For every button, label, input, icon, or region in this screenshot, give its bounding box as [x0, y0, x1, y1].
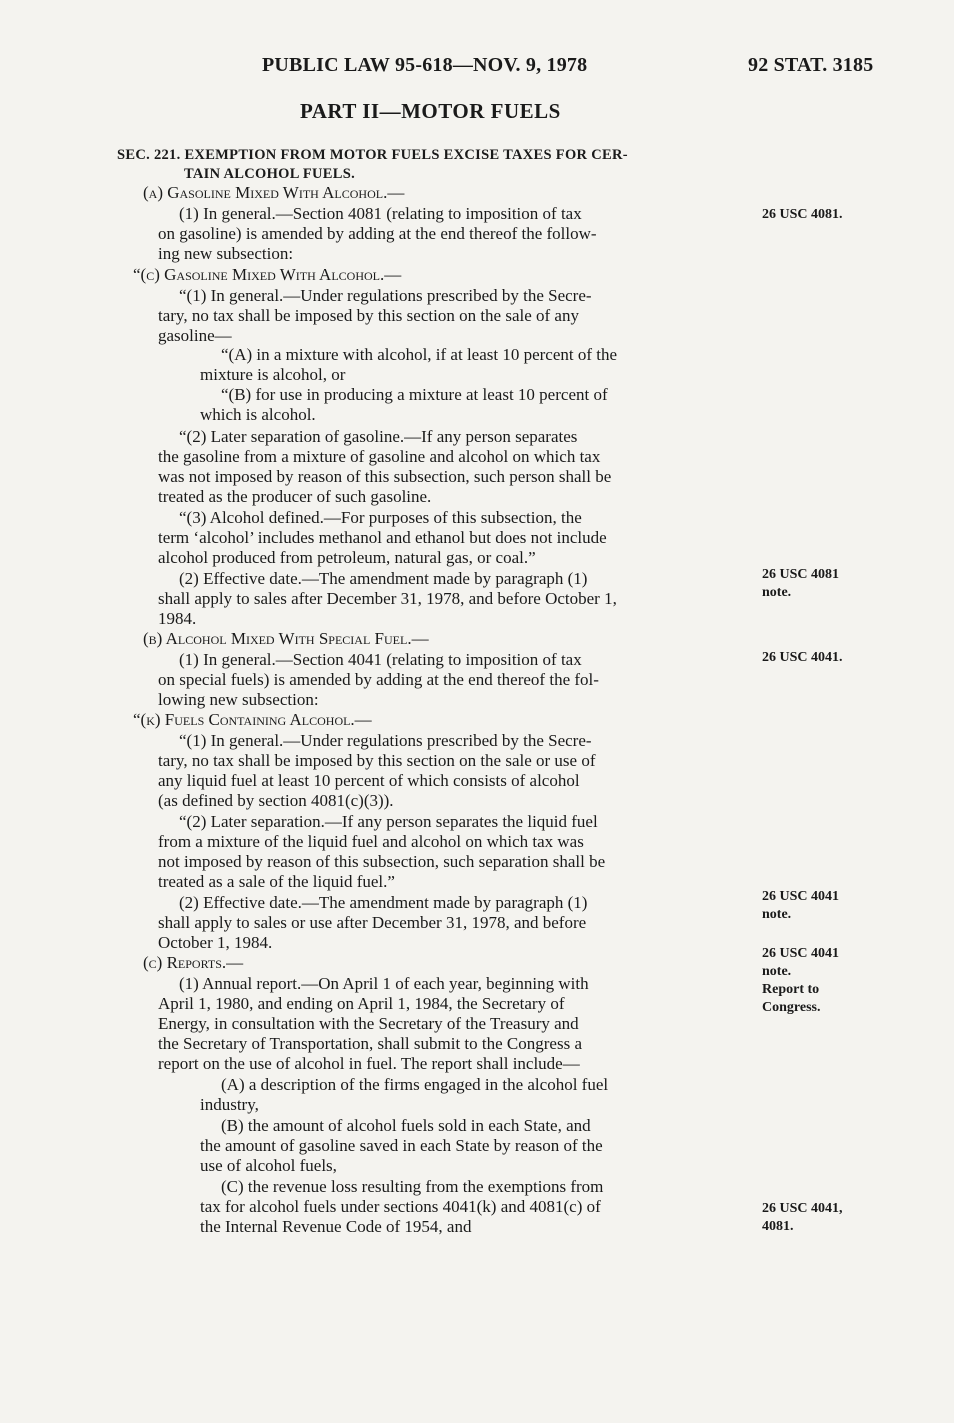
margin-citation: note.: [762, 907, 792, 922]
text-line: “(1) In general.—Under regulations prescribed by the Secre-: [179, 286, 592, 305]
text-line: (2) Effective date.—The amendment made by paragraph (1): [179, 569, 588, 588]
margin-citation: 26 USC 4041: [762, 946, 840, 961]
text-line: gasoline—: [158, 326, 232, 345]
text-line: tary, no tax shall be imposed by this section on the sale of any: [158, 306, 579, 325]
section-heading-cont: TAIN ALCOHOL FUELS.: [184, 166, 356, 182]
text-line: (A) a description of the firms engaged in the alcohol fuel: [221, 1075, 609, 1094]
text-line: “(c) Gasoline Mixed With Alcohol.—: [133, 265, 402, 284]
text-line: the Internal Revenue Code of 1954, and: [200, 1217, 472, 1236]
text-line: “(1) In general.—Under regulations prescribed by the Secre-: [179, 731, 592, 750]
margin-citation: 26 USC 4081: [762, 567, 840, 582]
text-line: (as defined by section 4081(c)(3)).: [158, 791, 394, 810]
text-line: term ‘alcohol’ includes methanol and ethanol but does not include: [158, 528, 607, 547]
page-number: 92 STAT. 3185: [748, 54, 874, 76]
text-line: from a mixture of the liquid fuel and alcohol on which tax was: [158, 832, 584, 851]
text-line: “(B) for use in producing a mixture at least 10 percent of: [221, 385, 608, 404]
margin-citation: 26 USC 4041.: [762, 650, 843, 665]
margin-note: Congress.: [762, 1000, 821, 1015]
text-line: (B) the amount of alcohol fuels sold in each State, and: [221, 1116, 591, 1135]
margin-citation: 26 USC 4041: [762, 889, 840, 904]
text-line: use of alcohol fuels,: [200, 1156, 337, 1175]
section-heading: SEC. 221. EXEMPTION FROM MOTOR FUELS EXCISE TAXES FOR CER-: [117, 147, 628, 163]
text-line: any liquid fuel at least 10 percent of which consists of alcohol: [158, 771, 580, 790]
text-line: ing new subsection:: [158, 244, 294, 263]
text-line: tary, no tax shall be imposed by this section on the sale or use of: [158, 751, 596, 770]
text-line: (c) Reports.—: [143, 953, 244, 972]
text-line: was not imposed by reason of this subsection, such person shall be: [158, 467, 612, 486]
text-line: (1) In general.—Section 4081 (relating to imposition of tax: [179, 204, 582, 223]
margin-citation: 4081.: [762, 1219, 794, 1234]
text-line: tax for alcohol fuels under sections 4041(k) and 4081(c) of: [200, 1197, 601, 1216]
text-line: April 1, 1980, and ending on April 1, 1984, the Secretary of: [158, 994, 565, 1013]
margin-note: Report to: [762, 982, 820, 997]
text-line: on special fuels) is amended by adding at the end thereof the fol-: [158, 670, 599, 689]
text-line: alcohol produced from petroleum, natural gas, or coal.”: [158, 548, 536, 567]
text-line: (a) Gasoline Mixed With Alcohol.—: [143, 183, 405, 202]
part-title: PART II—MOTOR FUELS: [300, 99, 561, 123]
text-line: (C) the revenue loss resulting from the exemptions from: [221, 1177, 604, 1196]
margin-citation: note.: [762, 585, 792, 600]
text-line: the Secretary of Transportation, shall submit to the Congress a: [158, 1034, 582, 1053]
text-line: the amount of gasoline saved in each State by reason of the: [200, 1136, 603, 1155]
text-line: 1984.: [158, 609, 197, 628]
text-line: shall apply to sales after December 31, 1978, and before October 1,: [158, 589, 617, 608]
text-line: lowing new subsection:: [158, 690, 319, 709]
margin-citation: note.: [762, 964, 792, 979]
text-line: October 1, 1984.: [158, 933, 273, 952]
text-line: “(A) in a mixture with alcohol, if at least 10 percent of the: [221, 345, 618, 364]
text-line: treated as the producer of such gasoline.: [158, 487, 432, 506]
text-line: Energy, in consultation with the Secretary of the Treasury and: [158, 1014, 579, 1033]
running-header-title: PUBLIC LAW 95-618—NOV. 9, 1978: [262, 54, 588, 76]
text-line: industry,: [200, 1095, 259, 1114]
text-line: “(2) Later separation of gasoline.—If any person separates: [179, 427, 578, 446]
text-line: the gasoline from a mixture of gasoline and alcohol on which tax: [158, 447, 601, 466]
text-line: which is alcohol.: [200, 405, 316, 424]
text-line: “(2) Later separation.—If any person separates the liquid fuel: [179, 812, 598, 831]
text-line: not imposed by reason of this subsection, such separation shall be: [158, 852, 606, 871]
text-line: shall apply to sales or use after December 31, 1978, and before: [158, 913, 587, 932]
text-line: on gasoline) is amended by adding at the end thereof the follow-: [158, 224, 597, 243]
text-line: (1) Annual report.—On April 1 of each year, beginning with: [179, 974, 589, 993]
margin-citation: 26 USC 4081.: [762, 207, 843, 222]
text-line: “(3) Alcohol defined.—For purposes of this subsection, the: [179, 508, 582, 527]
text-line: (2) Effective date.—The amendment made by paragraph (1): [179, 893, 588, 912]
text-line: mixture is alcohol, or: [200, 365, 346, 384]
margin-citation: 26 USC 4041,: [762, 1201, 843, 1216]
text-line: treated as a sale of the liquid fuel.”: [158, 872, 395, 891]
text-line: “(k) Fuels Containing Alcohol.—: [133, 710, 372, 729]
text-line: (1) In general.—Section 4041 (relating to imposition of tax: [179, 650, 582, 669]
text-line: report on the use of alcohol in fuel. The report shall include—: [158, 1054, 580, 1073]
text-line: (b) Alcohol Mixed With Special Fuel.—: [143, 629, 429, 648]
